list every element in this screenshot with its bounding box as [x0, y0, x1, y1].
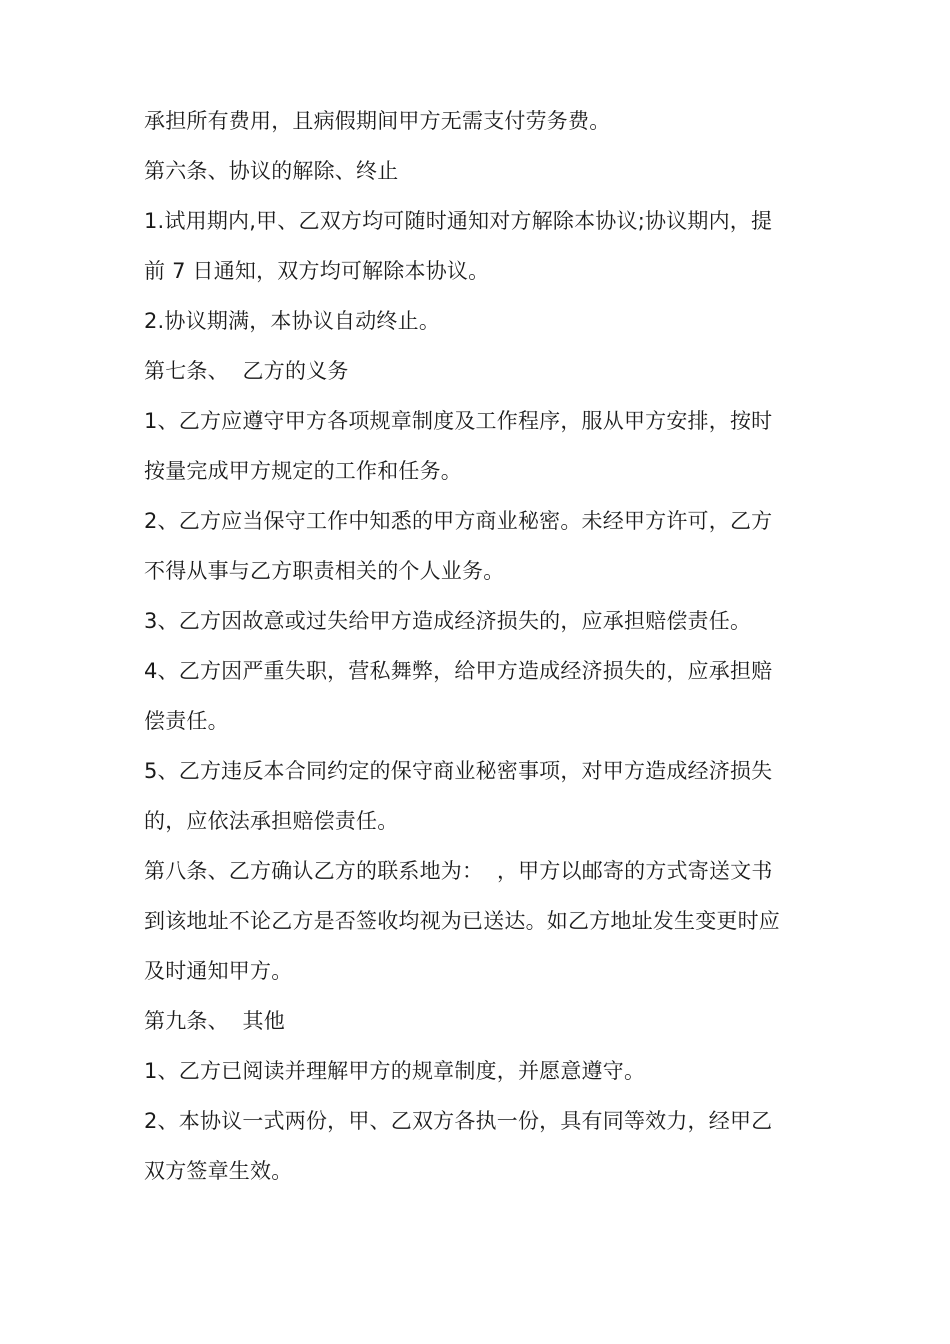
text-line: 2、乙方应当保守工作中知悉的甲方商业秘密。未经甲方许可，乙方	[144, 509, 773, 533]
section-heading-8: 第八条、乙方确认乙方的联系地为： ，甲方以邮寄的方式寄送文书	[144, 859, 773, 883]
text-line: 承担所有费用，且病假期间甲方无需支付劳务费。	[144, 109, 611, 133]
text-line: 1.试用期内,甲、乙双方均可随时通知对方解除本协议;协议期内，提	[144, 209, 773, 233]
text-line: 按量完成甲方规定的工作和任务。	[144, 459, 462, 483]
text-line: 双方签章生效。	[144, 1159, 293, 1183]
section-heading-7: 第七条、 乙方的义务	[144, 359, 349, 383]
text-line: 1、乙方应遵守甲方各项规章制度及工作程序，服从甲方安排，按时	[144, 409, 773, 433]
text-line: 5、乙方违反本合同约定的保守商业秘密事项，对甲方造成经济损失	[144, 759, 773, 783]
text-line: 4、乙方因严重失职，营私舞弊，给甲方造成经济损失的，应承担赔	[144, 659, 773, 683]
text-line: 2.协议期满，本协议自动终止。	[144, 309, 441, 333]
text-line: 2、本协议一式两份，甲、乙双方各执一份，具有同等效力，经甲乙	[144, 1109, 773, 1133]
text-line: 3、乙方因故意或过失给甲方造成经济损失的，应承担赔偿责任。	[144, 609, 752, 633]
text-line: 1、乙方已阅读并理解甲方的规章制度，并愿意遵守。	[144, 1059, 646, 1083]
document-body	[144, 96, 810, 1196]
section-heading-6: 第六条、协议的解除、终止	[144, 159, 399, 183]
text-line: 不得从事与乙方职责相关的个人业务。	[144, 559, 505, 583]
section-heading-9: 第九条、 其他	[144, 1009, 285, 1033]
text-line: 前 7 日通知，双方均可解除本协议。	[144, 259, 490, 283]
text-line: 到该地址不论乙方是否签收均视为已送达。如乙方地址发生变更时应	[144, 909, 780, 933]
text-line: 的，应依法承担赔偿责任。	[144, 809, 399, 833]
text-line: 及时通知甲方。	[144, 959, 293, 983]
text-line: 偿责任。	[144, 709, 229, 733]
